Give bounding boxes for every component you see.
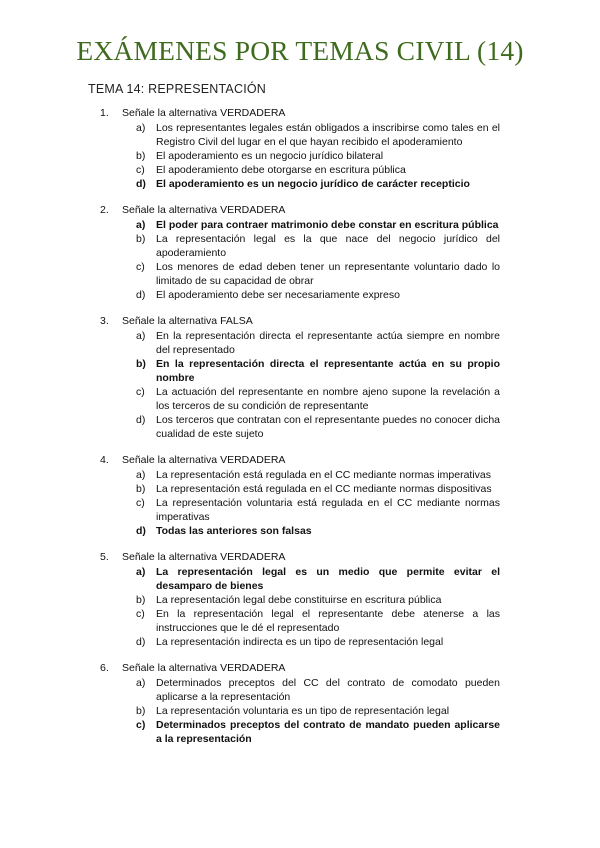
option-letter: b) (136, 705, 146, 717)
question-text: Señale la alternativa VERDADERA (122, 662, 286, 674)
option-b (100, 232, 500, 260)
option-text: El poder para contraer matrimonio debe constar en escritura pública (156, 219, 499, 231)
option-letter: d) (136, 178, 146, 190)
option-list (100, 676, 500, 746)
question-stem (100, 106, 500, 120)
question-text: Señale la alternativa VERDADERA (122, 454, 286, 466)
option-c-correct (100, 718, 500, 746)
option-text: La actuación del representante en nombre ajeno supone la revelación a los terceros de su condición de representante (156, 386, 500, 412)
option-text: Los menores de edad deben tener un representante voluntario dado lo limitado de su capacidad de obrar (156, 261, 500, 287)
option-letter: b) (136, 594, 146, 606)
option-text: En la representación directa el representante actúa siempre en nombre del representado (156, 330, 500, 356)
option-d-correct (100, 524, 500, 538)
option-letter: c) (136, 386, 145, 398)
option-text: La representación voluntaria está regulada en el CC mediante normas imperativas (156, 497, 500, 523)
option-list (100, 218, 500, 302)
option-text: La representación voluntaria es un tipo de representación legal (156, 705, 450, 717)
option-text: Los terceros que contratan con el representante puedes no conocer dicha cualidad de este sujeto (156, 414, 500, 440)
option-text: La representación legal es la que nace del negocio jurídico del apoderamiento (156, 233, 500, 259)
option-list (100, 565, 500, 649)
option-letter: b) (136, 150, 146, 162)
option-text: La representación legal debe constituirse en escritura pública (156, 594, 442, 606)
option-letter: b) (136, 483, 146, 495)
option-letter: b) (136, 358, 146, 370)
question-text: Señale la alternativa VERDADERA (122, 204, 286, 216)
option-letter: c) (136, 608, 145, 620)
question-list (100, 106, 500, 758)
question-stem (100, 453, 500, 467)
option-a-correct (100, 218, 500, 232)
option-d (100, 635, 500, 649)
option-letter: a) (136, 219, 146, 231)
option-b (100, 704, 500, 718)
option-a (100, 121, 500, 149)
question-stem (100, 314, 500, 328)
question-5 (100, 550, 500, 649)
question-6 (100, 661, 500, 746)
option-letter: d) (136, 289, 146, 301)
question-2 (100, 203, 500, 302)
option-text: Determinados preceptos del CC del contrato de comodato pueden aplicarse a la representación (156, 677, 500, 703)
option-letter: c) (136, 497, 145, 509)
option-text: En la representación directa el representante actúa en su propio nombre (156, 358, 500, 384)
option-letter: a) (136, 122, 146, 134)
question-text: Señale la alternativa VERDADERA (122, 551, 286, 563)
question-number: 1. (100, 107, 109, 119)
option-b-correct (100, 357, 500, 385)
option-d (100, 413, 500, 441)
option-list (100, 121, 500, 191)
option-a (100, 468, 500, 482)
option-letter: a) (136, 330, 146, 342)
question-text: Señale la alternativa VERDADERA (122, 107, 286, 119)
question-number: 4. (100, 454, 109, 466)
option-c (100, 163, 500, 177)
question-3 (100, 314, 500, 441)
option-letter: c) (136, 164, 145, 176)
option-text: La representación está regulada en el CC mediante normas dispositivas (156, 483, 492, 495)
option-letter: a) (136, 677, 146, 689)
option-text: El apoderamiento debe ser necesariamente expreso (156, 289, 400, 301)
option-text: El apoderamiento es un negocio jurídico de carácter recepticio (156, 178, 470, 190)
option-c (100, 496, 500, 524)
question-number: 6. (100, 662, 109, 674)
option-letter: b) (136, 233, 146, 245)
option-list (100, 468, 500, 538)
option-b (100, 149, 500, 163)
option-text: En la representación legal el representante debe atenerse a las instrucciones que le dé el representado (156, 608, 500, 634)
option-b (100, 482, 500, 496)
option-c (100, 607, 500, 635)
option-text: Todas las anteriores son falsas (156, 525, 312, 537)
option-letter: a) (136, 469, 146, 481)
option-text: Determinados preceptos del contrato de mandato pueden aplicarse a la representación (156, 719, 500, 745)
section-title: TEMA 14: REPRESENTACIÓN (88, 82, 267, 96)
question-number: 5. (100, 551, 109, 563)
option-d-correct (100, 177, 500, 191)
option-c (100, 260, 500, 288)
option-a-correct (100, 565, 500, 593)
option-letter: d) (136, 636, 146, 648)
question-stem (100, 661, 500, 675)
option-text: La representación está regulada en el CC mediante normas imperativas (156, 469, 492, 481)
option-letter: c) (136, 719, 146, 731)
option-b (100, 593, 500, 607)
option-d (100, 288, 500, 302)
option-a (100, 329, 500, 357)
option-letter: d) (136, 525, 146, 537)
option-list (100, 329, 500, 441)
question-stem (100, 550, 500, 564)
option-c (100, 385, 500, 413)
question-1 (100, 106, 500, 191)
option-text: El apoderamiento es un negocio jurídico bilateral (156, 150, 384, 162)
option-text: La representación legal es un medio que permite evitar el desamparo de bienes (156, 566, 500, 592)
option-letter: a) (136, 566, 146, 578)
option-text: La representación indirecta es un tipo de representación legal (156, 636, 444, 648)
question-4 (100, 453, 500, 538)
question-number: 3. (100, 315, 109, 327)
option-letter: c) (136, 261, 145, 273)
option-text: Los representantes legales están obligados a inscribirse como tales en el Registro Civil del lugar en el que hayan recibido el apoderamiento (156, 122, 500, 148)
option-letter: d) (136, 414, 146, 426)
option-a (100, 676, 500, 704)
question-text: Señale la alternativa FALSA (122, 315, 253, 327)
option-text: El apoderamiento debe otorgarse en escritura pública (156, 164, 406, 176)
page-title: EXÁMENES POR TEMAS CIVIL (14) (76, 35, 524, 66)
question-number: 2. (100, 204, 109, 216)
question-stem (100, 203, 500, 217)
